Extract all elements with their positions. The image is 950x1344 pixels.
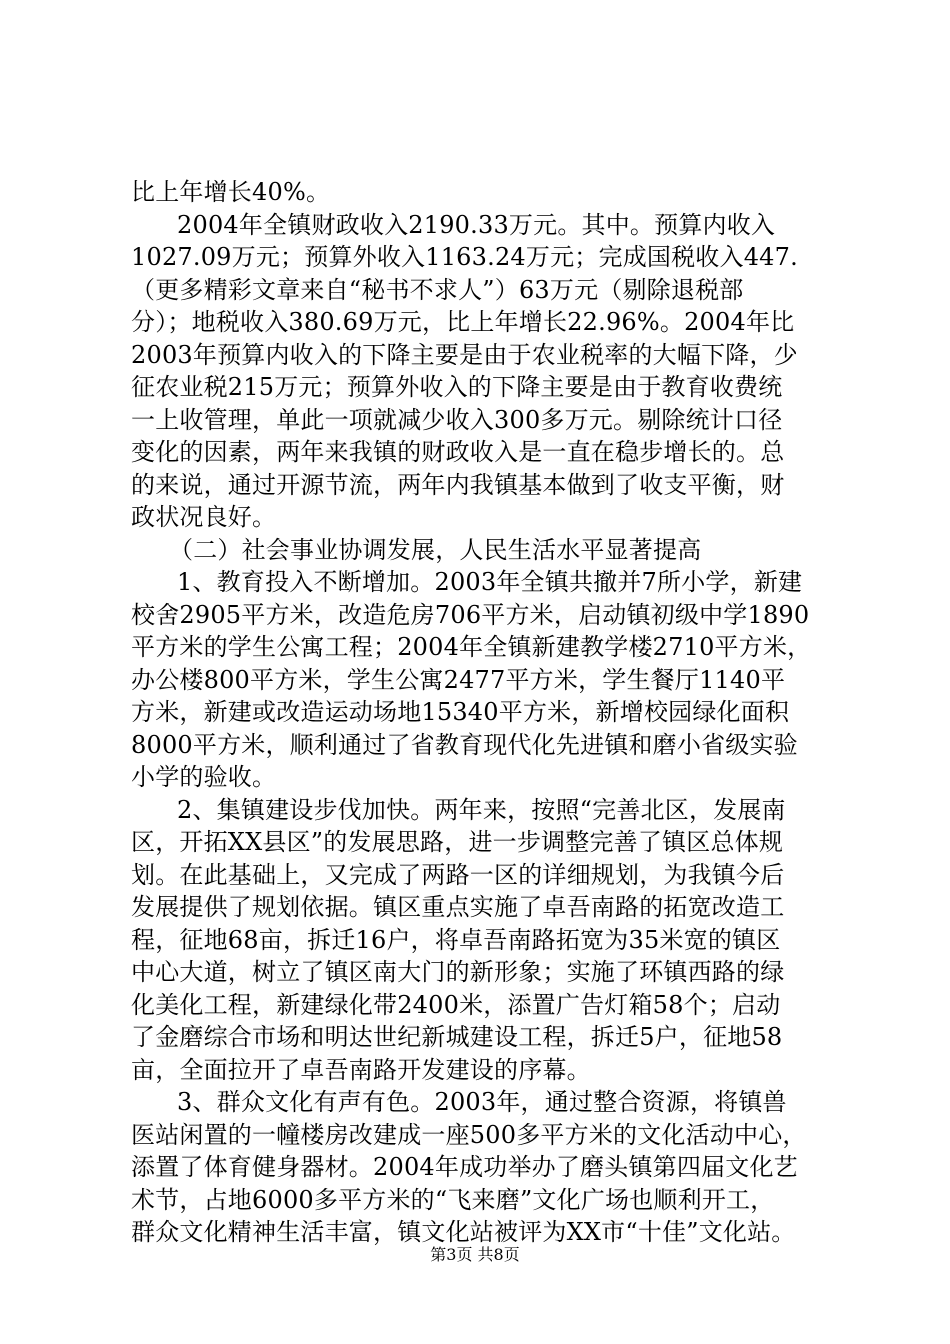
text-line: 征农业税215万元；预算外收入的下降主要是由于教育收费统 bbox=[131, 373, 783, 401]
text-line: 亩，全面拉开了卓吾南路开发建设的序幕。 bbox=[131, 1055, 591, 1084]
text-line: 比上年增长40%。 bbox=[131, 178, 331, 206]
text-line: 3、群众文化有声有色。2003年，通过整合资源，将镇兽 bbox=[177, 1088, 787, 1116]
text-line: 政状况良好。 bbox=[131, 503, 277, 531]
page-footer: 第3页 共8页 bbox=[430, 1245, 520, 1264]
text-line: 2、集镇建设步伐加快。两年来，按照“完善北区，发展南 bbox=[177, 795, 786, 824]
text-line: 8000平方米，顺利通过了省教育现代化先进镇和磨小省级实验 bbox=[131, 730, 798, 759]
text-line: 1、教育投入不断增加。2003年全镇共撤并7所小学，新建 bbox=[177, 568, 803, 596]
text-line: 方米，新建或改造运动场地15340平方米，新增校园绿化面积 bbox=[131, 698, 790, 726]
text-line: （更多精彩文章来自“秘书不求人”）63万元（剔除退税部 bbox=[131, 275, 744, 304]
text-line: 群众文化精神生活丰富，镇文化站被评为XX市“十佳”文化站。 bbox=[131, 1218, 796, 1246]
text-line: 术节，占地6000多平方米的“飞来磨”文化广场也顺利开工， bbox=[131, 1185, 775, 1214]
body-text bbox=[131, 176, 851, 1249]
text-line: 小学的验收。 bbox=[131, 763, 277, 791]
text-line: 1027.09万元；预算外收入1163.24万元；完成国税收入447. bbox=[131, 243, 798, 271]
text-line: 中心大道，树立了镇区南大门的新形象；实施了环镇西路的绿 bbox=[131, 958, 785, 986]
text-line: 发展提供了规划依据。镇区重点实施了卓吾南路的拓宽改造工 bbox=[131, 893, 785, 921]
text-line: 的来说，通过开源节流，两年内我镇基本做到了收支平衡，财 bbox=[131, 470, 785, 499]
text-line: （二）社会事业协调发展，人民生活水平显著提高 bbox=[169, 535, 702, 564]
text-line: 一上收管理，单此一项就减少收入300多万元。剔除统计口径 bbox=[131, 405, 783, 434]
text-line: 区，开拓XX县区”的发展思路，进一步调整完善了镇区总体规 bbox=[131, 828, 784, 856]
text-line: 了金磨综合市场和明达世纪新城建设工程，拆迁5户，征地58 bbox=[131, 1023, 783, 1051]
text-line: 添置了体育健身器材。2004年成功举办了磨头镇第四届文化艺 bbox=[131, 1153, 798, 1181]
text-line: 变化的因素，两年来我镇的财政收入是一直在稳步增长的。总 bbox=[131, 438, 785, 466]
text-line: 医站闲置的一幢楼房改建成一座500多平方米的文化活动中心， bbox=[131, 1120, 807, 1149]
text-line: 2004年全镇财政收入2190.33万元。其中。预算内收入 bbox=[177, 210, 776, 239]
text-line: 办公楼800平方米，学生公寓2477平方米，学生餐厅1140平 bbox=[131, 665, 786, 694]
text-line: 校舍2905平方米，改造危房706平方米，启动镇初级中学1890 bbox=[131, 600, 810, 629]
text-line: 平方米的学生公寓工程；2004年全镇新建教学楼2710平方米， bbox=[131, 633, 812, 661]
text-line: 程，征地68亩，拆迁16户，将卓吾南路拓宽为35米宽的镇区 bbox=[131, 925, 781, 954]
text-line: 化美化工程，新建绿化带2400米，添置广告灯箱58个；启动 bbox=[131, 990, 781, 1019]
text-line: 分）；地税收入380.69万元，比上年增长22.96%。2004年比 bbox=[131, 308, 795, 336]
text-line: 划。在此基础上，又完成了两路一区的详细规划，为我镇今后 bbox=[131, 860, 785, 889]
text-line: 2003年预算内收入的下降主要是由于农业税率的大幅下降，少 bbox=[131, 340, 798, 369]
